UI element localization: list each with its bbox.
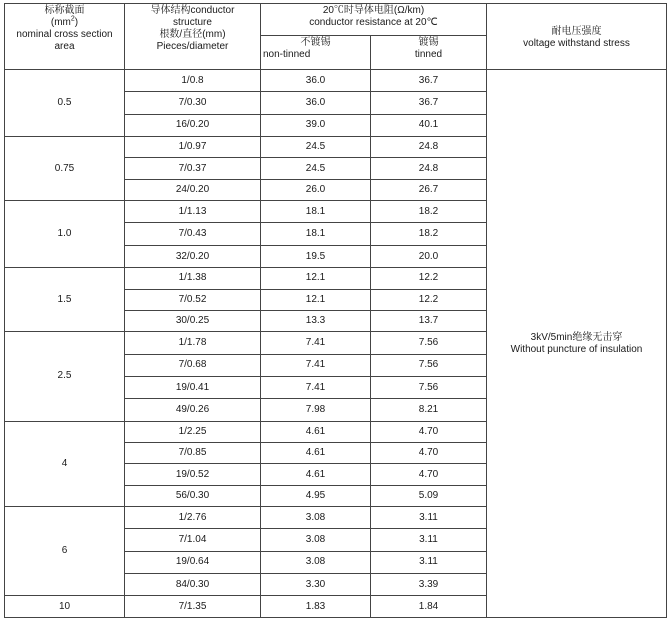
- area-cell: 1.5: [5, 268, 125, 332]
- structure-cell: 7/0.37: [125, 158, 261, 179]
- non-tinned-cell: 7.41: [261, 376, 371, 398]
- header-non-tinned-zh: 不镀锡: [300, 37, 331, 48]
- non-tinned-cell: 4.61: [261, 421, 371, 442]
- header-area-zh: 标称截面: [44, 5, 85, 16]
- structure-cell: 1/2.76: [125, 507, 261, 529]
- non-tinned-cell: 4.61: [261, 443, 371, 464]
- non-tinned-cell: 3.08: [261, 507, 371, 529]
- tinned-cell: 26.7: [371, 179, 487, 200]
- tinned-cell: 40.1: [371, 114, 487, 136]
- tinned-cell: 5.09: [371, 485, 487, 506]
- structure-cell: 32/0.20: [125, 245, 261, 267]
- non-tinned-cell: 1.83: [261, 596, 371, 618]
- non-tinned-cell: 24.5: [261, 158, 371, 179]
- table-body: [5, 70, 667, 618]
- voltage-line-2: Without puncture of insulation: [510, 343, 643, 355]
- header-tinned-en: tinned: [414, 49, 443, 60]
- tinned-cell: 24.8: [371, 158, 487, 179]
- structure-cell: 19/0.41: [125, 376, 261, 398]
- non-tinned-cell: 18.1: [261, 201, 371, 223]
- non-tinned-cell: 13.3: [261, 310, 371, 331]
- non-tinned-cell: 18.1: [261, 223, 371, 245]
- area-cell: 6: [5, 507, 125, 596]
- non-tinned-cell: 3.30: [261, 574, 371, 596]
- header-structure-zh: 导体结构conductor: [150, 5, 235, 16]
- non-tinned-cell: 19.5: [261, 245, 371, 267]
- tinned-cell: 24.8: [371, 137, 487, 158]
- voltage-line-1: 3kV/5min绝缘无击穿: [530, 331, 623, 343]
- structure-cell: 56/0.30: [125, 485, 261, 506]
- non-tinned-cell: 12.1: [261, 289, 371, 310]
- structure-cell: 7/0.52: [125, 289, 261, 310]
- header-tinned: [371, 36, 487, 70]
- non-tinned-cell: 3.08: [261, 529, 371, 551]
- voltage-cell: [487, 70, 667, 618]
- header-non-tinned: [261, 36, 371, 70]
- non-tinned-cell: 26.0: [261, 179, 371, 200]
- header-resistance: [261, 4, 487, 36]
- tinned-cell: 7.56: [371, 354, 487, 376]
- area-cell: 1.0: [5, 201, 125, 268]
- structure-cell: 7/0.85: [125, 443, 261, 464]
- header-non-tinned-en: non-tinned: [263, 49, 311, 60]
- tinned-cell: 3.11: [371, 529, 487, 551]
- structure-cell: 19/0.64: [125, 551, 261, 573]
- header-row-1: [5, 4, 667, 36]
- non-tinned-cell: 12.1: [261, 268, 371, 289]
- tinned-cell: 18.2: [371, 201, 487, 223]
- header-structure-en-2: Pieces/diameter: [156, 41, 229, 52]
- non-tinned-cell: 39.0: [261, 114, 371, 136]
- structure-cell: 16/0.20: [125, 114, 261, 136]
- tinned-cell: 36.7: [371, 92, 487, 114]
- area-cell: 0.75: [5, 137, 125, 201]
- header-area-en-1: nominal cross section: [16, 29, 113, 40]
- non-tinned-cell: 7.41: [261, 354, 371, 376]
- structure-cell: 1/0.97: [125, 137, 261, 158]
- conductor-spec-table: [4, 3, 667, 618]
- area-cell: 0.5: [5, 70, 125, 137]
- tinned-cell: 12.2: [371, 289, 487, 310]
- non-tinned-cell: 4.95: [261, 485, 371, 506]
- tinned-cell: 3.11: [371, 507, 487, 529]
- header-voltage-en: voltage withstand stress: [523, 38, 630, 49]
- header-area: [5, 4, 125, 70]
- non-tinned-cell: 3.08: [261, 551, 371, 573]
- structure-cell: 1/2.25: [125, 421, 261, 442]
- non-tinned-cell: 36.0: [261, 92, 371, 114]
- non-tinned-cell: 4.61: [261, 464, 371, 485]
- area-cell: 2.5: [5, 332, 125, 421]
- header-tinned-zh: 镀锡: [418, 37, 439, 48]
- structure-cell: 19/0.52: [125, 464, 261, 485]
- header-structure-en: structure: [173, 17, 212, 28]
- structure-cell: 7/1.04: [125, 529, 261, 551]
- header-resistance-en: conductor resistance at 20℃: [309, 17, 438, 28]
- tinned-cell: 7.56: [371, 332, 487, 354]
- structure-cell: 7/1.35: [125, 596, 261, 618]
- tinned-cell: 4.70: [371, 464, 487, 485]
- tinned-cell: 3.39: [371, 574, 487, 596]
- tinned-cell: 13.7: [371, 310, 487, 331]
- non-tinned-cell: 24.5: [261, 137, 371, 158]
- header-voltage-zh: 耐电压强度: [551, 26, 602, 37]
- tinned-cell: 36.7: [371, 70, 487, 92]
- header-structure-zh-2: 根数/直径(mm): [159, 29, 226, 40]
- tinned-cell: 7.56: [371, 376, 487, 398]
- non-tinned-cell: 36.0: [261, 70, 371, 92]
- tinned-cell: 4.70: [371, 421, 487, 442]
- header-resistance-zh: 20℃时导体电阻(Ω/km): [322, 5, 425, 16]
- area-cell: 10: [5, 596, 125, 618]
- tinned-cell: 4.70: [371, 443, 487, 464]
- header-structure: [125, 4, 261, 70]
- structure-cell: 24/0.20: [125, 179, 261, 200]
- tinned-cell: 3.11: [371, 551, 487, 573]
- header-area-unit: $(mm^2)$: [50, 15, 79, 28]
- non-tinned-cell: 7.41: [261, 332, 371, 354]
- tinned-cell: 1.84: [371, 596, 487, 618]
- structure-cell: 1/0.8: [125, 70, 261, 92]
- structure-cell: 7/0.43: [125, 223, 261, 245]
- tinned-cell: 20.0: [371, 245, 487, 267]
- structure-cell: 1/1.78: [125, 332, 261, 354]
- tinned-cell: 18.2: [371, 223, 487, 245]
- structure-cell: 7/0.30: [125, 92, 261, 114]
- structure-cell: 49/0.26: [125, 399, 261, 421]
- tinned-cell: 12.2: [371, 268, 487, 289]
- area-cell: 4: [5, 421, 125, 506]
- structure-cell: 30/0.25: [125, 310, 261, 331]
- structure-cell: 84/0.30: [125, 574, 261, 596]
- structure-cell: 1/1.38: [125, 268, 261, 289]
- structure-cell: 1/1.13: [125, 201, 261, 223]
- header-area-en-2: area: [54, 41, 75, 52]
- table-row: [5, 70, 667, 92]
- header-voltage: [487, 4, 667, 70]
- structure-cell: 7/0.68: [125, 354, 261, 376]
- non-tinned-cell: 7.98: [261, 399, 371, 421]
- tinned-cell: 8.21: [371, 399, 487, 421]
